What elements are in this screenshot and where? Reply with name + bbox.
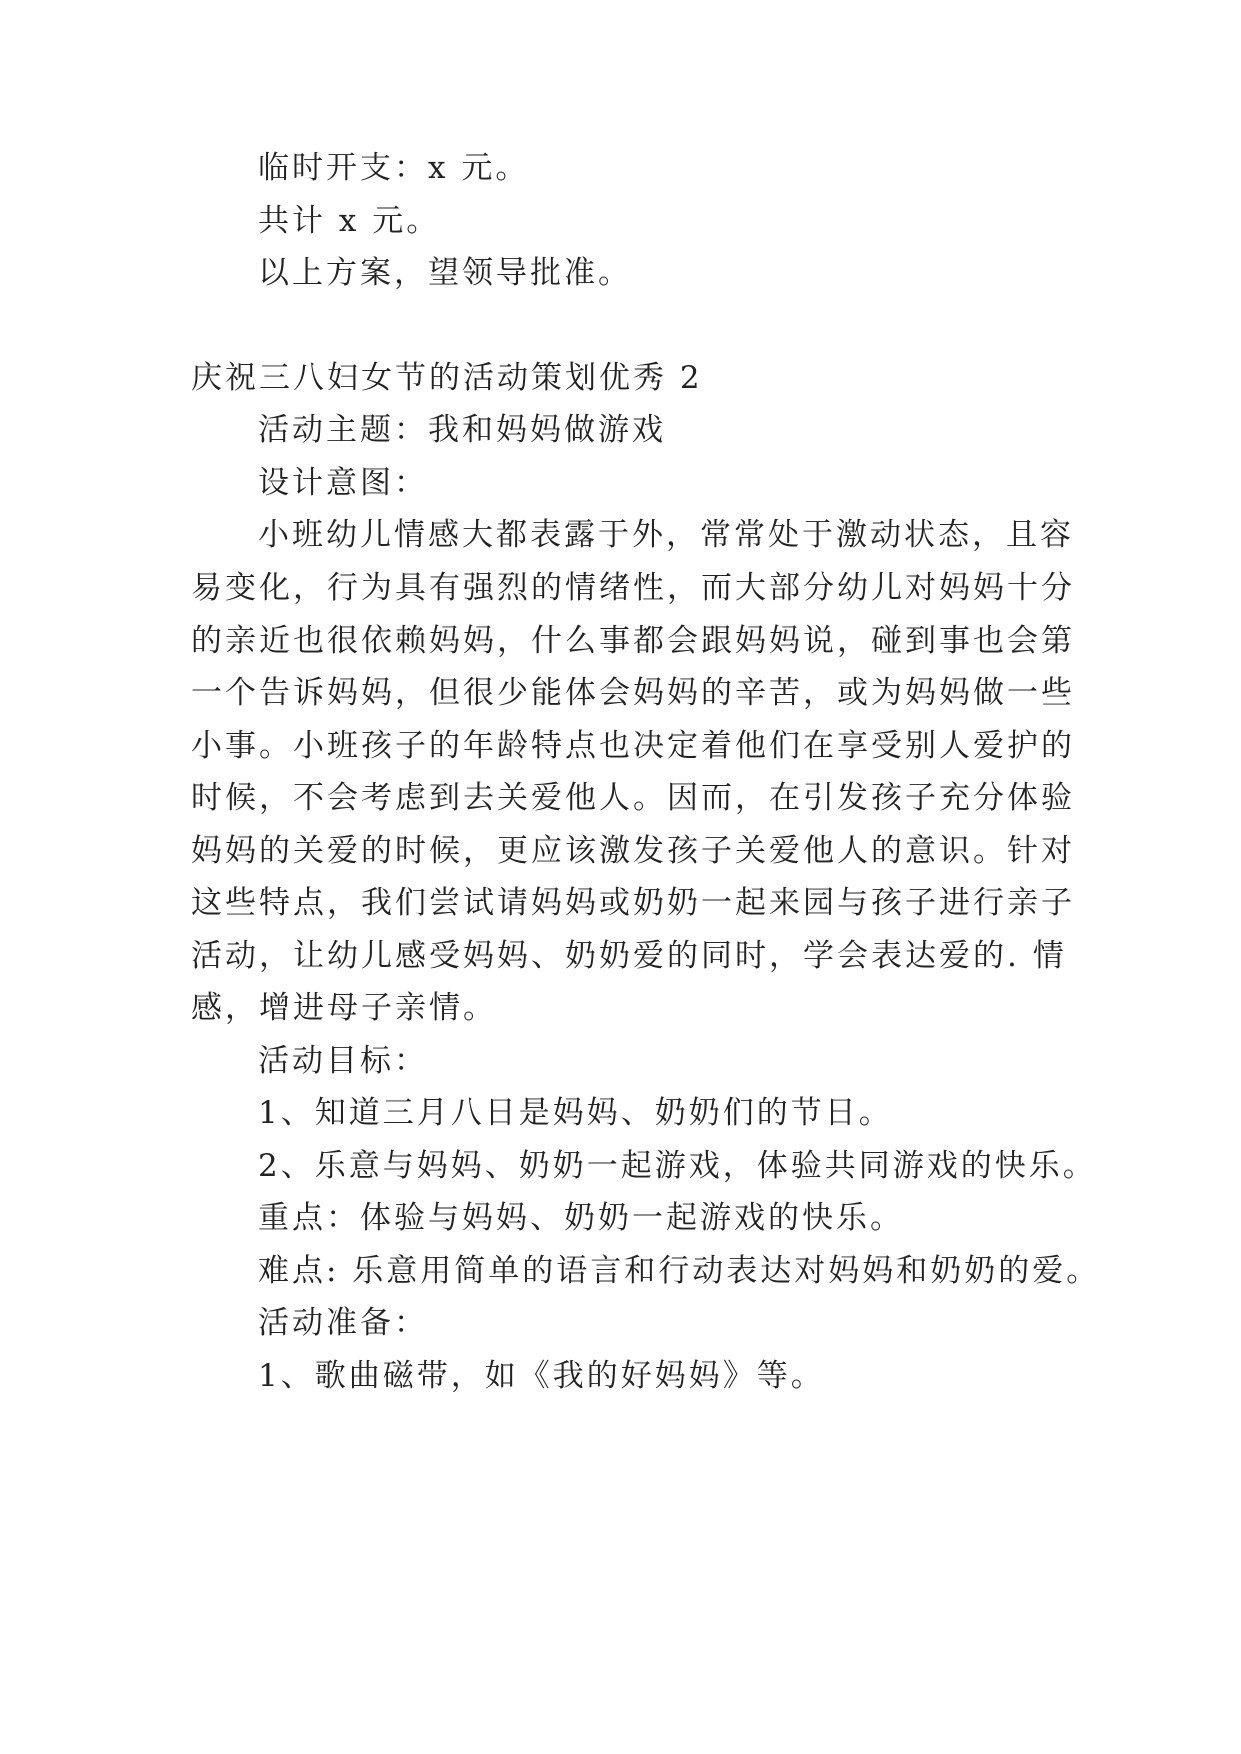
total-line: 共计 x 元。	[258, 203, 441, 239]
section-title: 庆祝三八妇女节的活动策划优秀 2	[191, 360, 703, 396]
paragraph-line: 的亲近也很依赖妈妈，什么事都会跟妈妈说，碰到事也会第	[191, 623, 1075, 659]
approval-request-line: 以上方案，望领导批准。	[258, 255, 632, 291]
paragraph-line: 活动，让幼儿感受妈妈、奶奶爱的同时，学会表达爱的. 情	[191, 938, 1067, 974]
activity-theme: 活动主题：我和妈妈做游戏	[258, 412, 666, 448]
paragraph-line: 这些特点，我们尝试请妈妈或奶奶一起来园与孩子进行亲子	[191, 885, 1075, 921]
paragraph-line: 妈妈的关爱的时候，更应该激发孩子关爱他人的意识。针对	[191, 833, 1075, 869]
paragraph-line: 小班幼儿情感大都表露于外，常常处于激动状态，且容	[258, 517, 1074, 553]
paragraph-line: 易变化，行为具有强烈的情绪性，而大部分幼儿对妈妈十分	[191, 570, 1075, 606]
paragraph-line: 时候，不会考虑到去关爱他人。因而，在引发孩子充分体验	[191, 780, 1075, 816]
paragraph-line: 一个告诉妈妈，但很少能体会妈妈的辛苦，或为妈妈做一些	[191, 675, 1075, 711]
preparation-heading: 活动准备：	[258, 1305, 428, 1341]
goals-heading: 活动目标：	[258, 1043, 428, 1079]
paragraph-line: 感，增进母子亲情。	[191, 990, 497, 1026]
goal-item-2: 2、乐意与妈妈、奶奶一起游戏，体验共同游戏的快乐。	[258, 1148, 1097, 1184]
temporary-expense-line: 临时开支：x 元。	[258, 150, 530, 186]
goal-item-1: 1、知道三月八日是妈妈、奶奶们的节日。	[258, 1095, 893, 1131]
key-point-line: 重点：体验与妈妈、奶奶一起游戏的快乐。	[258, 1200, 904, 1236]
preparation-item-1: 1、歌曲磁带，如《我的好妈妈》等。	[258, 1358, 825, 1394]
paragraph-line: 小事。小班孩子的年龄特点也决定着他们在享受别人爱护的	[191, 728, 1075, 764]
difficulty-line: 难点: 乐意用简单的语言和行动表达对妈妈和奶奶的爱。	[258, 1253, 1101, 1289]
design-intent-heading: 设计意图：	[258, 465, 428, 501]
